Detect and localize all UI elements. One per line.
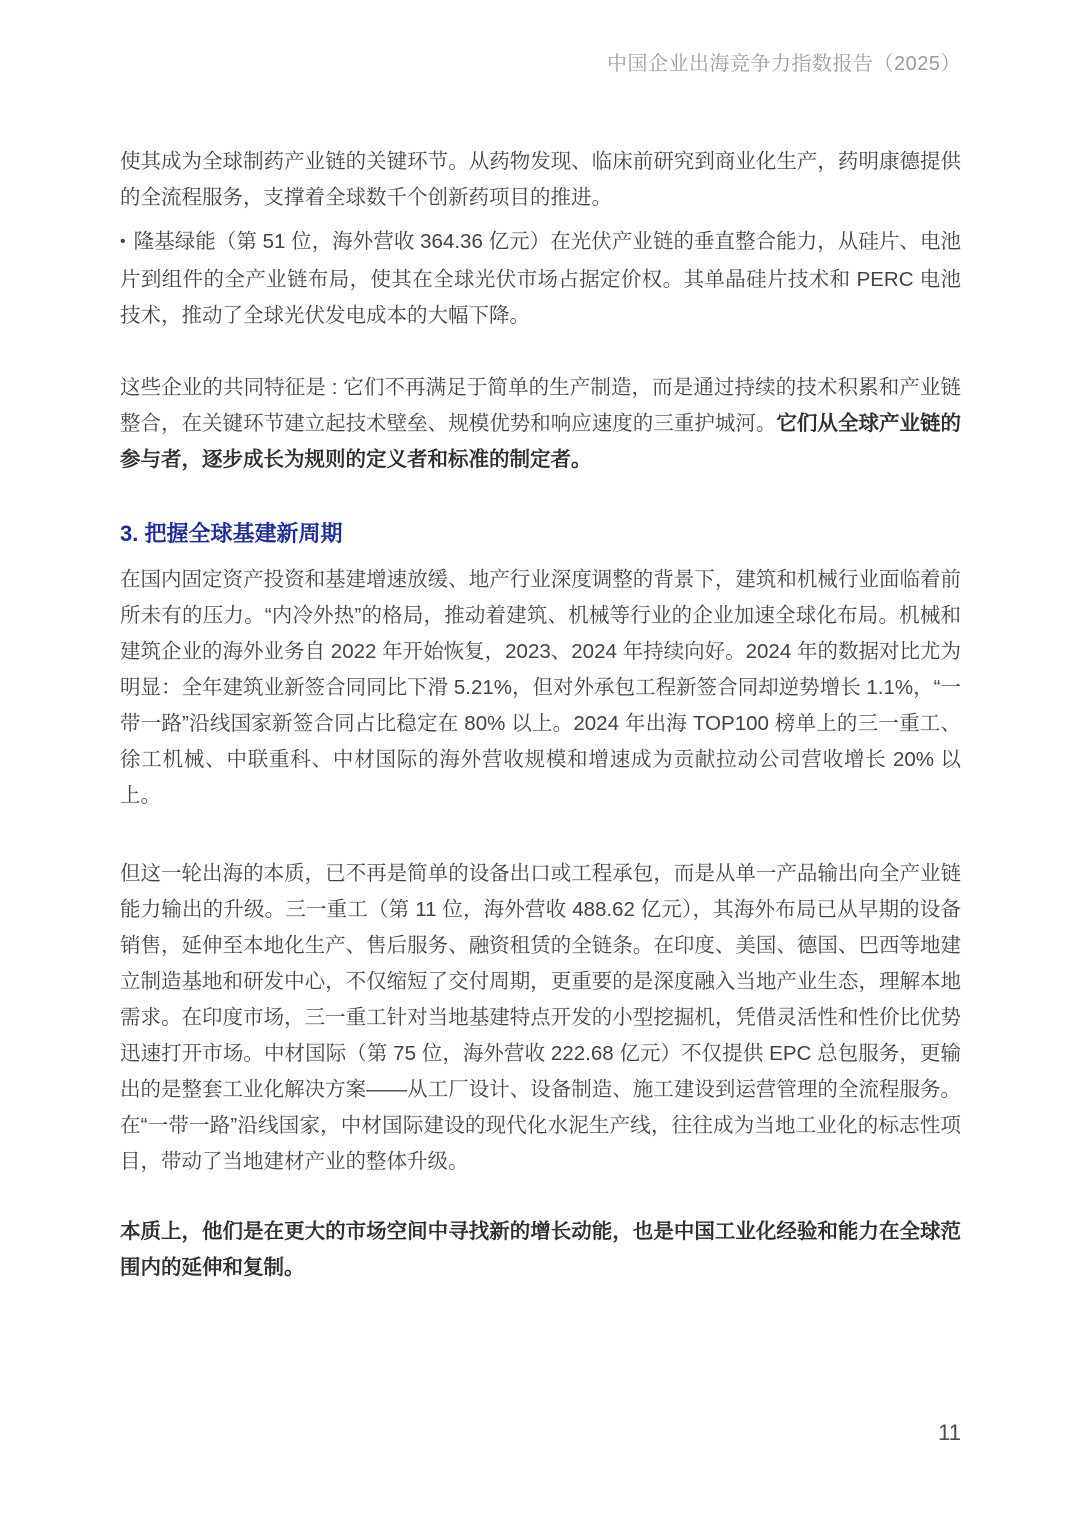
bullet-item-longi <box>120 224 961 334</box>
paragraph-common-traits-normal: 这些企业的共同特征是 : 它们不再满足于简单的生产制造，而是通过持续的技术积累和产业链整合，在关键环节建立起技术壁垒、规模优势和响应速度的三重护城河。 <box>120 376 961 435</box>
page-content <box>120 144 961 1286</box>
section-heading-global-infrastructure: 3. 把握全球基建新周期 <box>120 521 343 546</box>
paragraph-pharma-chain: 使其成为全球制药产业链的关键环节。从药物发现、临床前研究到商业化生产，药明康德提供的全流程服务，支撑着全球数千个创新药项目的推进。 <box>120 150 961 209</box>
bullet-item-longi-text: 隆基绿能（第 51 位，海外营收 364.36 亿元）在光伏产业链的垂直整合能力，从硅片、电池片到组件的全产业链布局，使其在全球光伏市场占据定价权。其单晶硅片技术和 PERC 电池技术，推动了全球光伏发电成本的大幅下降。 <box>120 230 961 327</box>
paragraph-common-traits <box>120 370 961 478</box>
paragraph-conclusion: 本质上，他们是在更大的市场空间中寻找新的增长动能，也是中国工业化经验和能力在全球范围内的延伸和复制。 <box>120 1220 961 1279</box>
paragraph-common-traits-bold: 它们从全球产业链的参与者，逐步成长为规则的定义者和标准的制定者。 <box>120 412 962 471</box>
paragraph-sany-sinoma: 但这一轮出海的本质，已不再是简单的设备出口或工程承包，而是从单一产品输出向全产业链能力输出的升级。三一重工（第 11 位，海外营收 488.62 亿元），其海外布局已从早期的设备销售，延伸至本地化生产、售后服务、融资租赁的全链条。在印度、美国、德国、巴西等地建立制造基地和研发中心，不仅缩短了交付周期，更重要的是深度融入当地产业生态，理解本地需求。在印度市场，三一重工针对当地基建特点开发的小型挖掘机，凭借灵活性和性价比优势迅速打开市场。中材国际（第 75 位，海外营收 222.68 亿元）不仅提供 EPC 总包服务，更输出的是整套工业化解决方案——从工厂设计、设备制造、施工建设到运营管理的全流程服务。在“一带一路”沿线国家，中材国际建设的现代化水泥生产线，往往成为当地工业化的标志性项目，带动了当地建材产业的整体升级。 <box>120 862 961 1173</box>
paragraph-infrastructure-cycle: 在国内固定资产投资和基建增速放缓、地产行业深度调整的背景下，建筑和机械行业面临着前所未有的压力。“内冷外热”的格局，推动着建筑、机械等行业的企业加速全球化布局。机械和建筑企业的海外业务自 2022 年开始恢复，2023、2024 年持续向好。2024 年的数据对比尤为明显：全年建筑业新签合同同比下滑 5.21%，但对外承包工程新签合同却逆势增长 1.1%，“一带一路”沿线国家新签合同占比稳定在 80% 以上。2024 年出海 TOP100 榜单上的三一重工、徐工机械、中联重科、中材国际的海外营收规模和增速成为贡献拉动公司营收增长 20% 以上。 <box>120 568 961 807</box>
running-header-report-title: 中国企业出海竞争力指数报告（2025） <box>607 53 961 75</box>
page-number: 11 <box>938 1420 961 1445</box>
bullet-icon: • <box>120 233 126 250</box>
